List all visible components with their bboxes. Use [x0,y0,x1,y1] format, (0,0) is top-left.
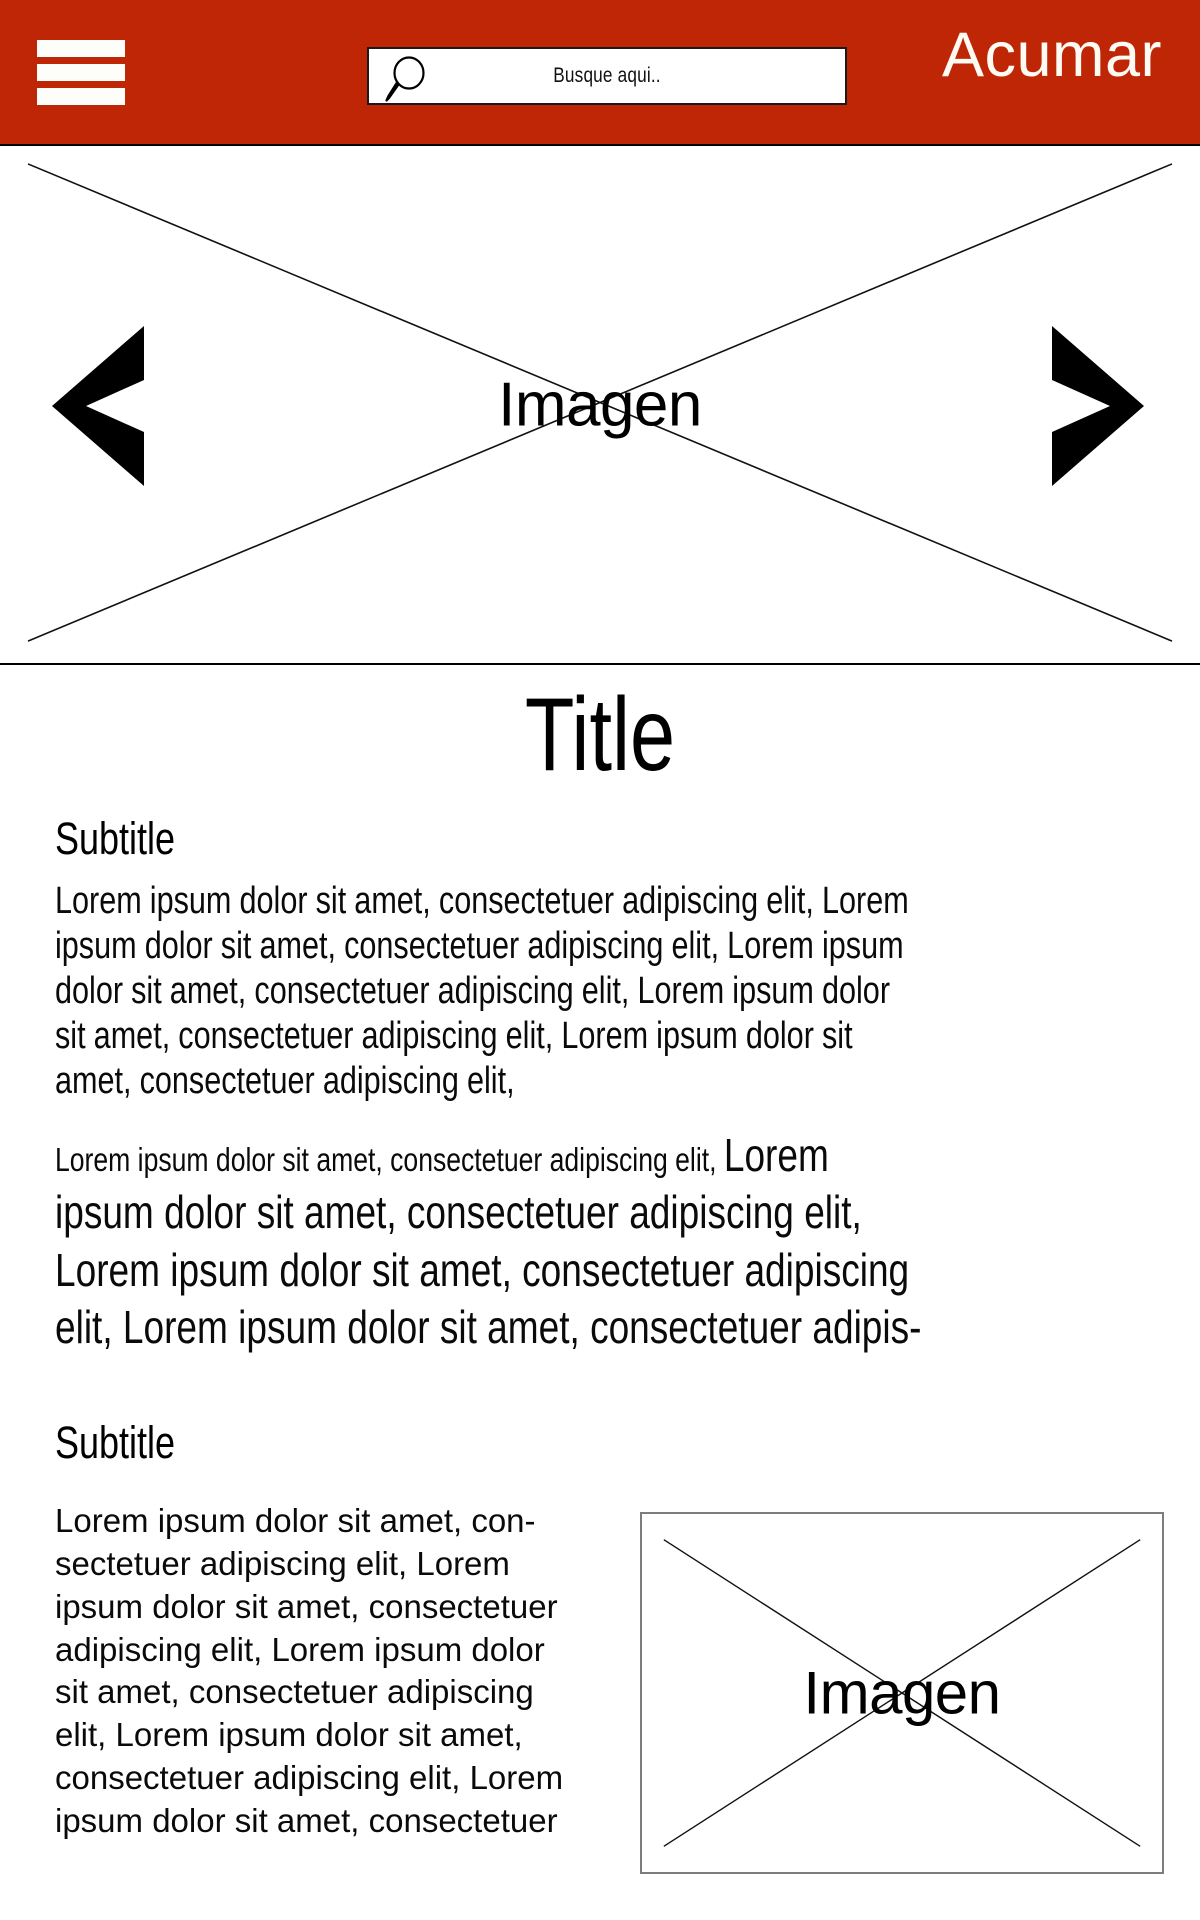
article-paragraph-2 [55,1127,928,1357]
site-header [0,0,1200,146]
thumbnail-image-placeholder [640,1512,1164,1874]
hero-image-placeholder [0,146,1200,665]
article-paragraph-2-large: Lorem ipsum dolor sit amet, consectetuer adipiscing elit, Lorem ipsum dolor sit amet, consectetuer adipiscing elit, Lorem ipsum dolor sit amet, consectetuer adipis- [55,1128,922,1354]
section-subtitle-2: Subtitle [55,1416,176,1468]
bottom-split-section [0,1500,1200,1920]
thumbnail-image-label: Imagen [803,1659,1001,1727]
chevron-right-icon[interactable] [1028,320,1148,490]
article-paragraph-2-small: Lorem ipsum dolor sit amet, consectetuer adipiscing elit, [55,1140,724,1178]
hamburger-bar-1 [37,40,125,57]
brand-logo[interactable]: Acumar [941,20,1162,90]
hamburger-bar-2 [37,64,125,81]
hamburger-bar-3 [37,88,125,105]
hero-image-label: Imagen [498,370,702,439]
page-title: Title [524,677,676,793]
section-subtitle-1: Subtitle [55,813,176,865]
search-input[interactable] [367,47,847,105]
article-paragraph-1: Lorem ipsum dolor sit amet, consectetuer adipiscing elit, Lorem ipsum dolor sit amet, consectetuer adipiscing elit, Lorem ipsum dolor sit amet, consectetuer adipiscing elit, Lorem ipsum dolor sit amet, consectetuer adipiscing elit, Lorem ipsum dolor sit amet, consectetuer adipiscing elit, [55,879,909,1103]
hamburger-menu-icon[interactable] [37,40,125,105]
article-content [0,679,1200,1920]
article-paragraph-3: Lorem ipsum dolor sit amet, con-sectetuer adipiscing elit, Lorem ipsum dolor sit amet, consectetuer adipiscing elit, Lorem ipsum dolor sit amet, consectetuer adipiscing elit, Lorem ipsum dolor sit amet, consectetuer adipiscing elit, Lorem ipsum dolor sit amet, consectetuer [55,1501,564,1840]
search-placeholder-text: Busque aqui.. [553,64,661,87]
